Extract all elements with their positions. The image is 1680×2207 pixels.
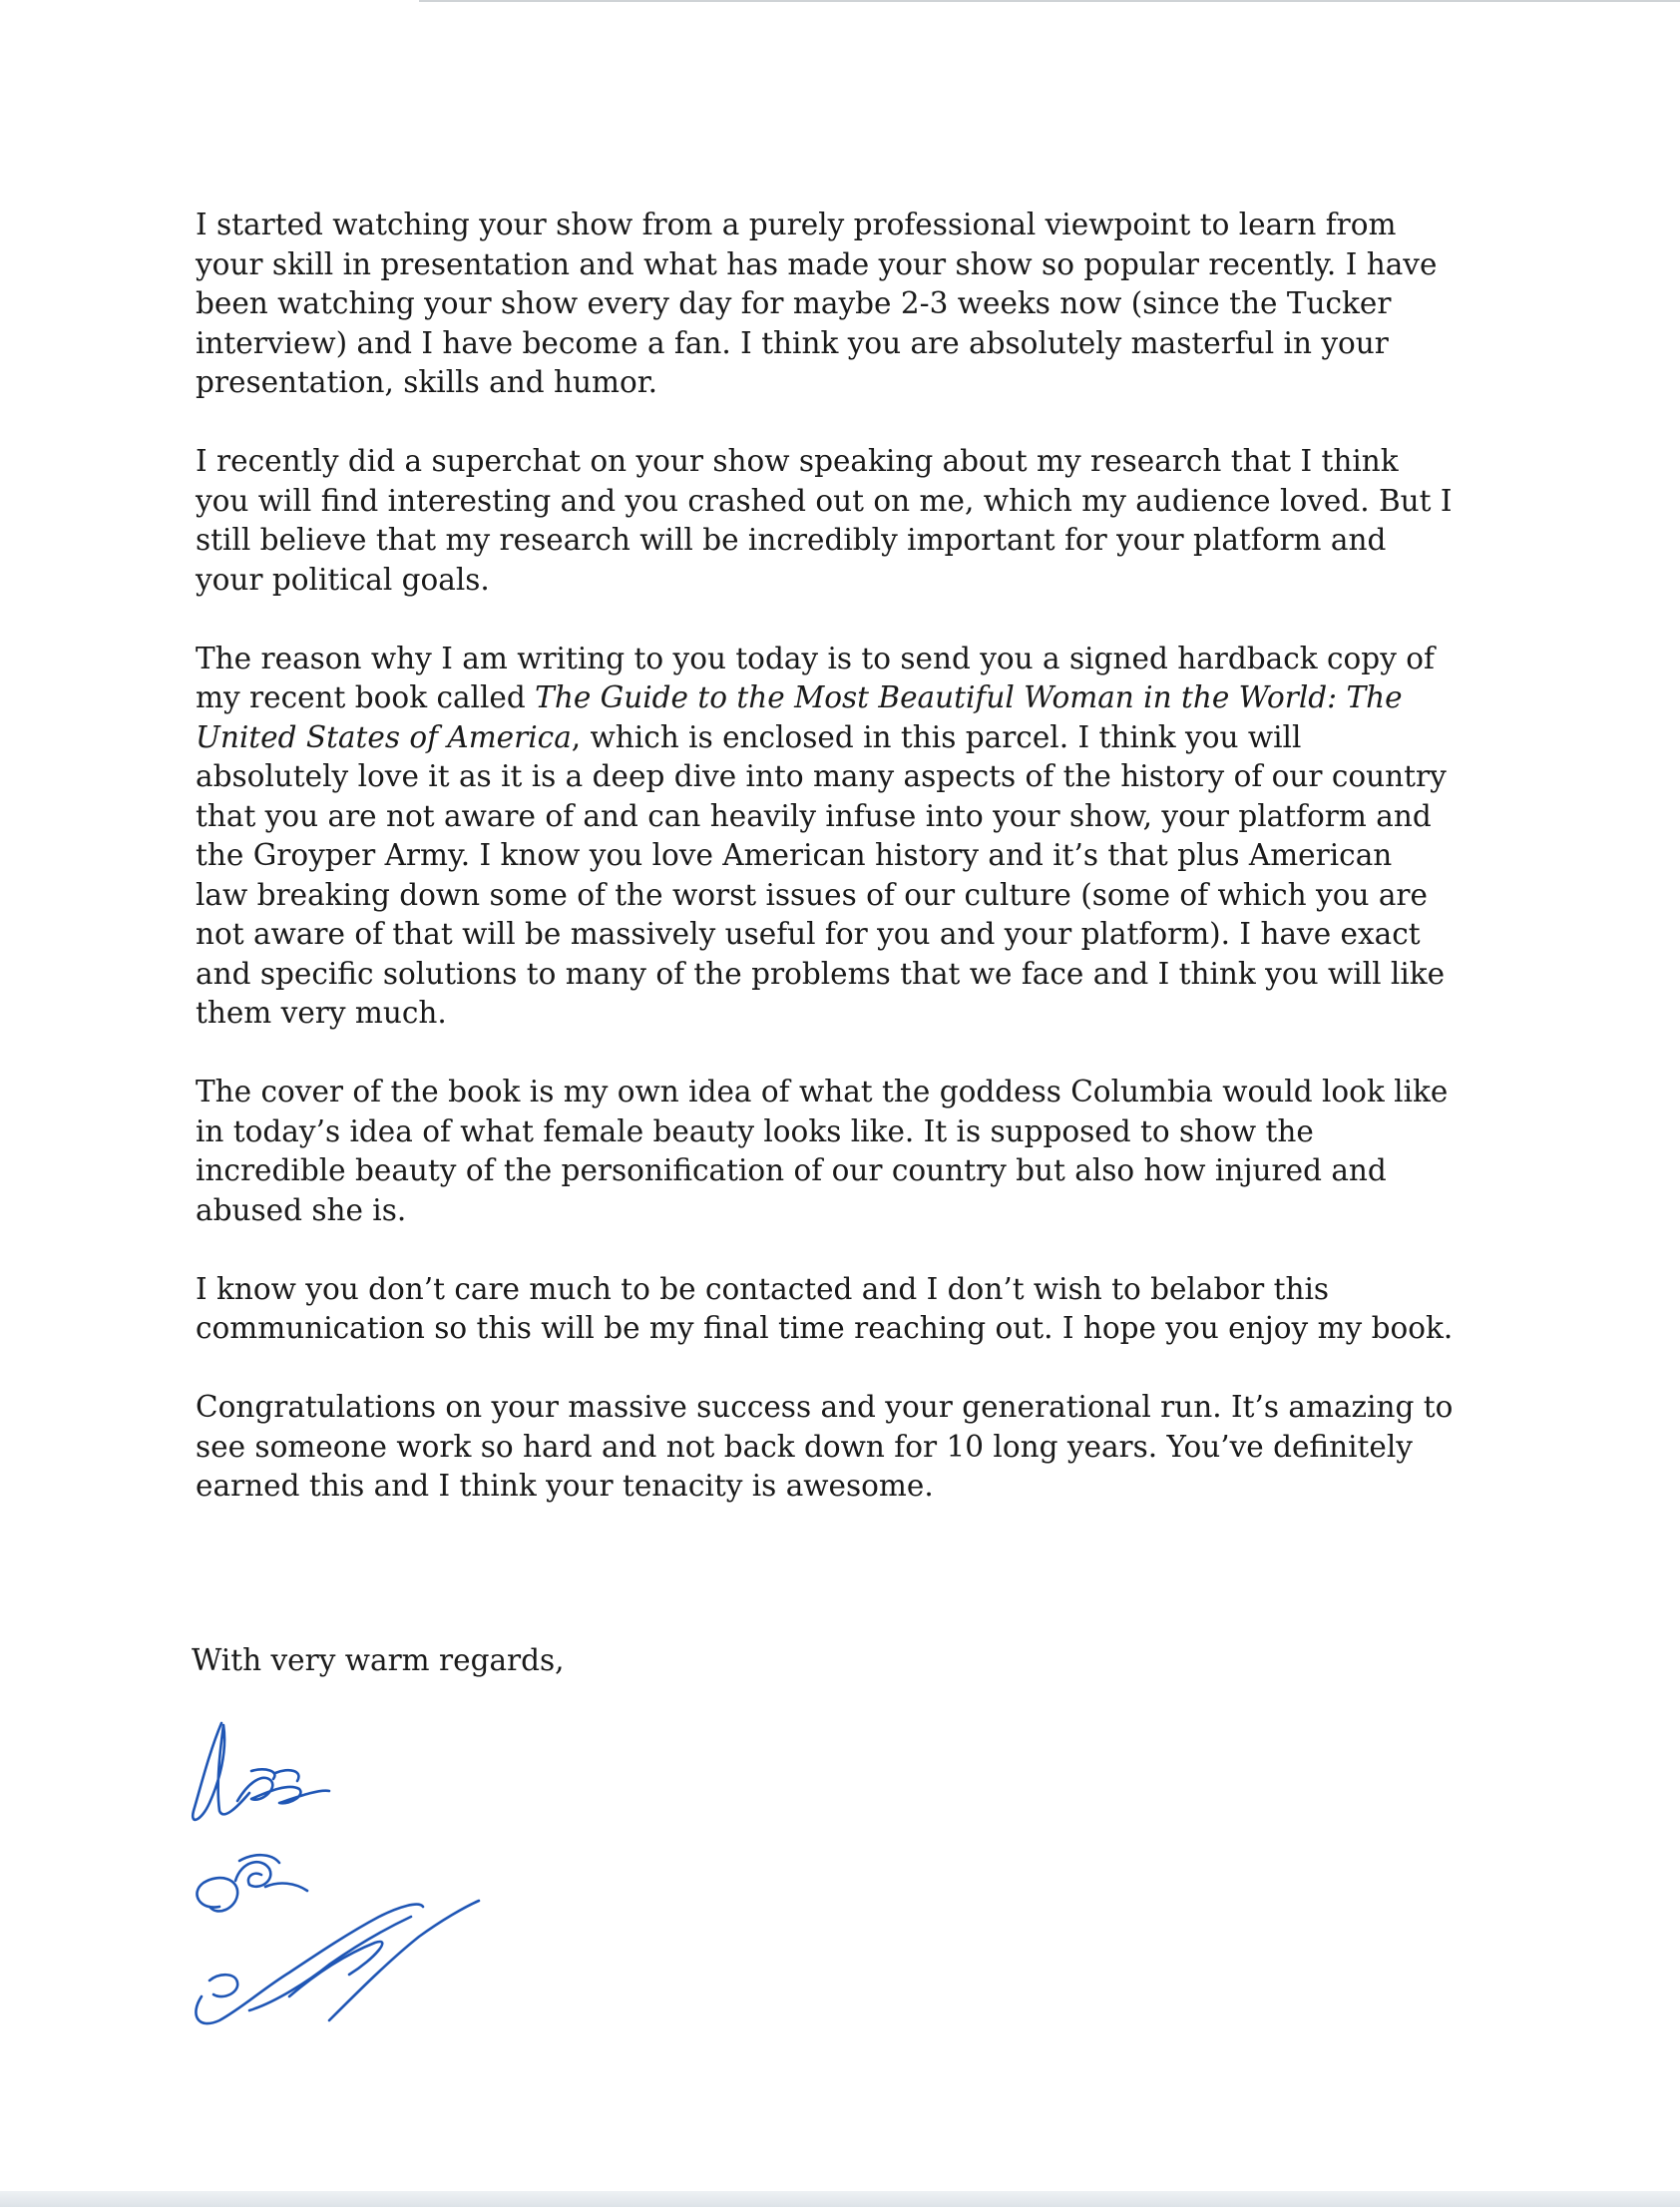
letter-body (196, 206, 1492, 1545)
paragraph-3-intro: The reason why I am writing to you today is to send you a signed hardback copy of my recent book called (196, 641, 1435, 714)
paragraph-3-rest: , which is enclosed in this parcel. I think you will absolutely love it as it is a deep dive into many aspects of the history of our country that you are not aware of and can heavily infuse into your show, your platform and the Groyper Army. I know you love American history and it’s that plus American law breaking down some of the worst issues of our culture (some of which you are not aware of that will be massively useful for you and your platform). I have exact and specific solutions to many of the problems that we face and I think you will like them very much. (196, 719, 1447, 1030)
paragraph-2: I recently did a superchat on your show speaking about my research that I think you will find interesting and you crashed out on me, which my audience loved. But I still believe that my research will be incredibly important for your platform and your political goals. (196, 444, 1453, 597)
paragraph-4: The cover of the book is my own idea of what the goddess Columbia would look like in today’s idea of what female beauty looks like. It is supposed to show the incredible beauty of the personification of our country but also how injured and abused she is. (196, 1075, 1449, 1227)
paragraph-1: I started watching your show from a purely professional viewpoint to learn from your skill in presentation and what has made your show so popular recently. I have been watching your show every day for maybe 2-3 weeks now (since the Tucker interview) and I have become a fan. I think you are absolutely masterful in your presentation, skills and humor. (196, 208, 1438, 399)
book-title: The Guide to the Most Beautiful Woman in the World: The United States of America (196, 680, 1403, 754)
paragraph-5: I know you don’t care much to be contacted and I don’t wish to belabor this communication so this will be my final time reaching out. I hope you enjoy my book. (196, 1271, 1454, 1345)
signature-icon (180, 1711, 519, 2060)
paragraph-3 (196, 640, 1492, 1034)
closing-salutation: With very warm regards, (192, 1643, 565, 1677)
paragraph-6: Congratulations on your massive success and your generational run. It’s amazing to see someone work so hard and not back down for 10 long years. You’ve definitely earned this and I think your tenacity is awesome. (196, 1390, 1454, 1503)
scan-edge-bottom (0, 2191, 1680, 2207)
scan-edge-top (419, 0, 1680, 2)
